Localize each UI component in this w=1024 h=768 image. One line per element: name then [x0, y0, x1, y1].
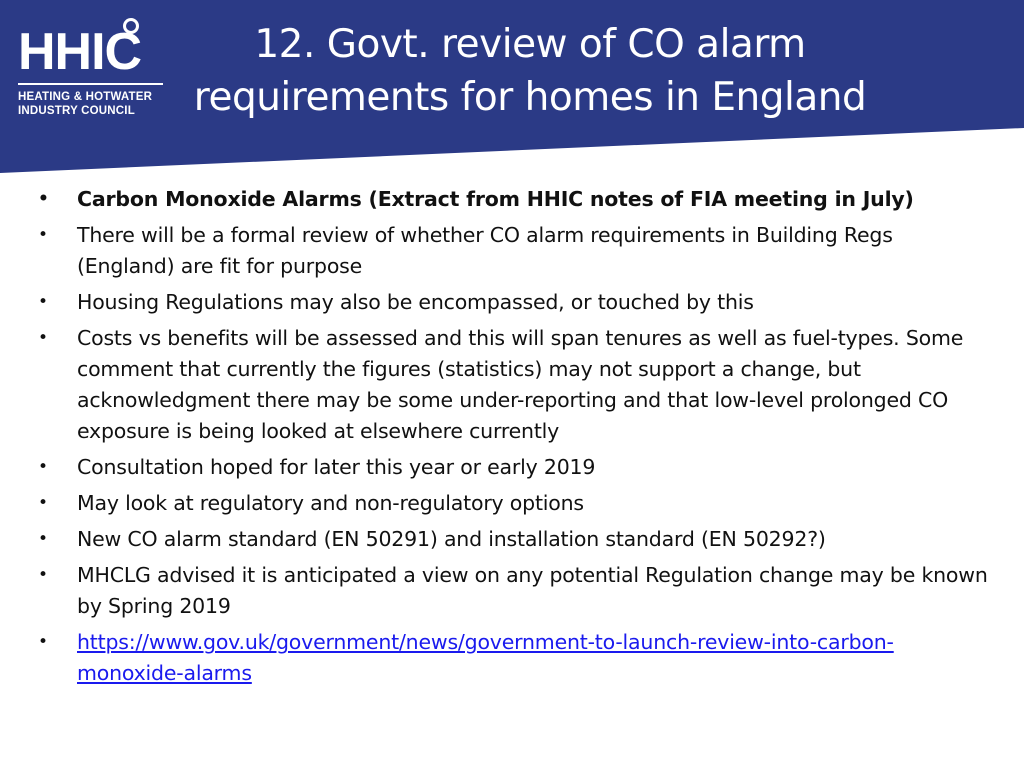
bullet-item: • Costs vs benefits will be assessed and this will span tenures as well as fuel-types. Some comment that currently the figures (statistics) may not support a change, but acknowledgment there may be some under-reporting and that low-level prolonged CO exposure is being looked at elsewhere currently: [30, 323, 995, 447]
logo-ring-icon: [123, 18, 139, 34]
bullet-item: • New CO alarm standard (EN 50291) and installation standard (EN 50292?): [30, 524, 995, 555]
logo-subtitle: [18, 90, 152, 118]
bullet-item: • Consultation hoped for later this year or early 2019: [30, 452, 995, 483]
title-line-2: requirements for homes in England: [193, 75, 867, 120]
logo-subtitle-line1: HEATING & HOTWATER: [18, 91, 153, 103]
title-line-1: 12. Govt. review of CO alarm: [254, 22, 806, 67]
bullet-item: • Carbon Monoxide Alarms (Extract from HHIC notes of FIA meeting in July): [30, 184, 995, 215]
logo-mark: HHIC: [18, 23, 142, 81]
bullet-item: • May look at regulatory and non-regulatory options: [30, 488, 995, 519]
hhic-logo: [18, 18, 168, 128]
bullet-item: • Housing Regulations may also be encompassed, or touched by this: [30, 287, 995, 318]
logo-subtitle-line2: INDUSTRY COUNCIL: [18, 105, 135, 117]
logo-divider: [18, 83, 163, 85]
bullet-list: [30, 184, 995, 694]
bullet-item: • MHCLG advised it is anticipated a view on any potential Regulation change may be known by Spring 2019: [30, 560, 995, 622]
bullet-item-link: [30, 627, 995, 689]
gov-uk-link[interactable]: https://www.gov.uk/government/news/government-to-launch-review-into-carbon-monoxide-alarms: [77, 630, 894, 685]
slide-title: [150, 18, 910, 124]
bullet-item: • There will be a formal review of whether CO alarm requirements in Building Regs (England) are fit for purpose: [30, 220, 995, 282]
